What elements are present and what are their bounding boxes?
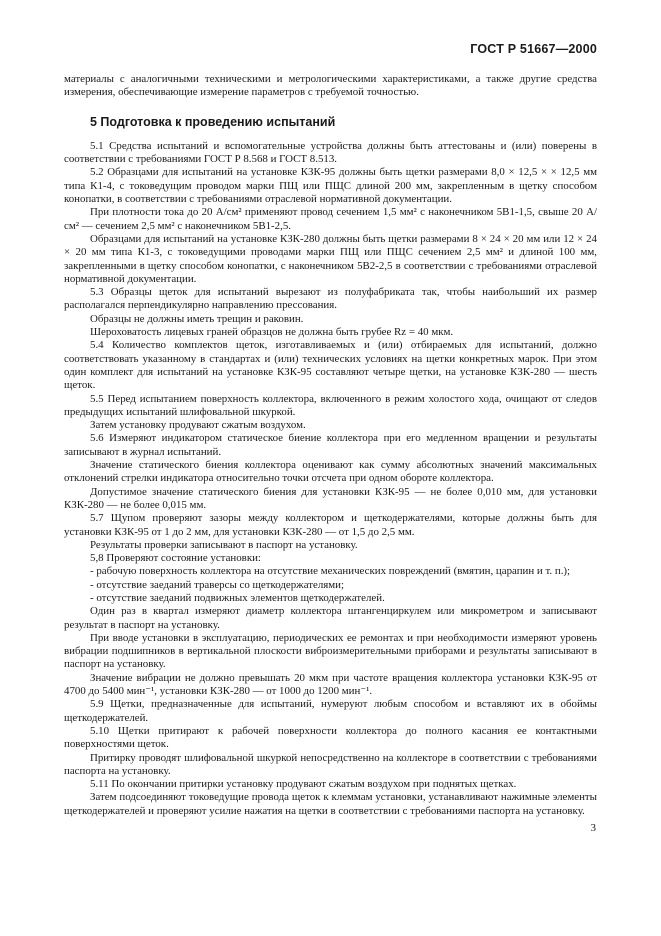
paragraph: Образцы не должны иметь трещин и раковин. <box>90 312 304 325</box>
paragraph: 5.1 Средства испытаний и вспомогательные устройства должны быть аттестованы и (или) поверены в соответствии с требованиями ГОСТ Р 8.568 и ГОСТ 8.513. <box>64 139 597 166</box>
document-header: ГОСТ Р 51667—2000 <box>470 42 597 56</box>
paragraph: 5.2 Образцами для испытаний на установке КЗК-95 должны быть щетки размерами 8,0 × 12,5 × × 12,5 мм типа К1-4, с токоведущим проводом марки ПЩ или ПЩС длиной 200 мм, закрепленным в щетку способом конопатки, в соответствии с требованиями отраслевой нормативной документации. <box>64 166 597 206</box>
paragraph: 5.6 Измеряют индикатором статическое биение коллектора при его медленном вращении и результаты записывают в журнал испытаний. <box>64 432 597 458</box>
paragraph: Значение статического биения коллектора оценивают как сумму абсолютных значений максимальных отклонений стрелки индикатора относительно точки отсчета при одном обороте коллектора. <box>64 459 597 485</box>
paragraph: 5.5 Перед испытанием поверхность коллектора, включенного в режим холостого хода, очищают от следов предыдущих испытаний шлифовальной шкуркой. <box>64 392 597 418</box>
paragraph: - рабочую поверхность коллектора на отсутствие механических повреждений (вмятин, царапин и т. п.); <box>90 565 571 578</box>
paragraph: 5.10 Щетки притирают к рабочей поверхности коллектора до полного касания ее контактными поверхностями щеток. <box>64 724 597 751</box>
paragraph: 5.7 Щупом проверяют зазоры между коллектором и щеткодержателями, которые должны быть для установки КЗК-95 от 1 до 2 мм, для установки КЗК-280 — от 1,5 до 2,5 мм. <box>64 512 597 538</box>
section-heading: 5 Подготовка к проведению испытаний <box>90 114 336 129</box>
paragraph: Затем установку продувают сжатым воздухом. <box>90 419 306 432</box>
page-number: 3 <box>590 822 596 834</box>
paragraph: Допустимое значение статического биения для установки КЗК-95 — не более 0,010 мм, для установки КЗК-280 — не более 0,015 мм. <box>64 485 597 511</box>
paragraph: 5.11 По окончании притирки установку продувают сжатым воздухом при поднятых щетках. <box>90 778 517 791</box>
paragraph: Шероховатость лицевых граней образцов не должна быть грубее Rz = 40 мкм. <box>90 326 454 339</box>
paragraph: 5.9 Щетки, предназначенные для испытаний, нумеруют любым способом и вставляют их в обоймы щеткодержателей. <box>64 698 597 724</box>
paragraph: - отсутствие заеданий траверсы со щеткодержателями; <box>90 578 345 591</box>
paragraph: - отсутствие заеданий подвижных элементов щеткодержателей. <box>90 591 385 604</box>
paragraph: Один раз в квартал измеряют диаметр коллектора штангенциркулем или микрометром и записывают результат в паспорт на установку. <box>64 605 597 631</box>
intro-paragraph: материалы с аналогичными техническими и метрологическими характеристиками, а также другие средства измерения, обеспечивающие измерение параметров с требуемой точностью. <box>64 73 597 99</box>
paragraph: Результаты проверки записывают в паспорт на установку. <box>90 538 358 551</box>
paragraph: Образцами для испытаний на установке КЗК-280 должны быть щетки размерами 8 × 24 × 20 мм или 12 × 24 × 20 мм типа К1-3, с токоведущими проводами марки ПЩ или ПЩС сечением 2,5 мм² и длиной 100 мм, закрепленными в щетку способом конопатки, с наконечником 5В2-2,5 в соответствии с требованиями отраслевой нормативной документации. <box>64 232 597 285</box>
paragraph: 5,8 Проверяют состояние установки: <box>90 552 261 565</box>
document-body <box>64 73 597 818</box>
paragraph: При плотности тока до 20 А/см² применяют провод сечением 1,5 мм² с наконечником 5В1-1,5, свыше 20 А/см² — сечением 2,5 мм² с наконечником 5В1-2,5. <box>64 206 597 232</box>
paragraph: Притирку проводят шлифовальной шкуркой непосредственно на коллекторе в соответствии с требованиями паспорта на установку. <box>64 751 597 777</box>
paragraph: Значение вибрации не должно превышать 20 мкм при частоте вращения коллектора установки КЗК-95 от 4700 до 5400 мин⁻¹, установки КЗК-280 — от 1000 до 1200 мин⁻¹. <box>64 671 597 698</box>
paragraph: При вводе установки в эксплуатацию, периодических ее ремонтах и при необходимости измеряют уровень вибрации подшипников в вертикальной плоскости виброизмерительными приборами и результаты записывают в паспорт на установку. <box>64 631 597 671</box>
paragraph: Затем подсоединяют токоведущие провода щеток к клеммам установки, устанавливают нажимные элементы щеткодержателей и проверяют усилие нажатия на щетки в соответствии с требованиями паспорта на установку. <box>64 791 597 817</box>
paragraph: 5.3 Образцы щеток для испытаний вырезают из полуфабриката так, чтобы наибольший их размер располагался перпендикулярно направлению прессования. <box>64 286 597 312</box>
paragraph: 5.4 Количество комплектов щеток, изготавливаемых и (или) отбираемых для испытаний, должно соответствовать указанному в стандартах и (или) технических условиях на щетки конкретных марок. При этом один комплект для испытаний на установке КЗК-95 составляют четыре щетки, на установке КЗК-280 — шесть щеток. <box>64 339 597 392</box>
